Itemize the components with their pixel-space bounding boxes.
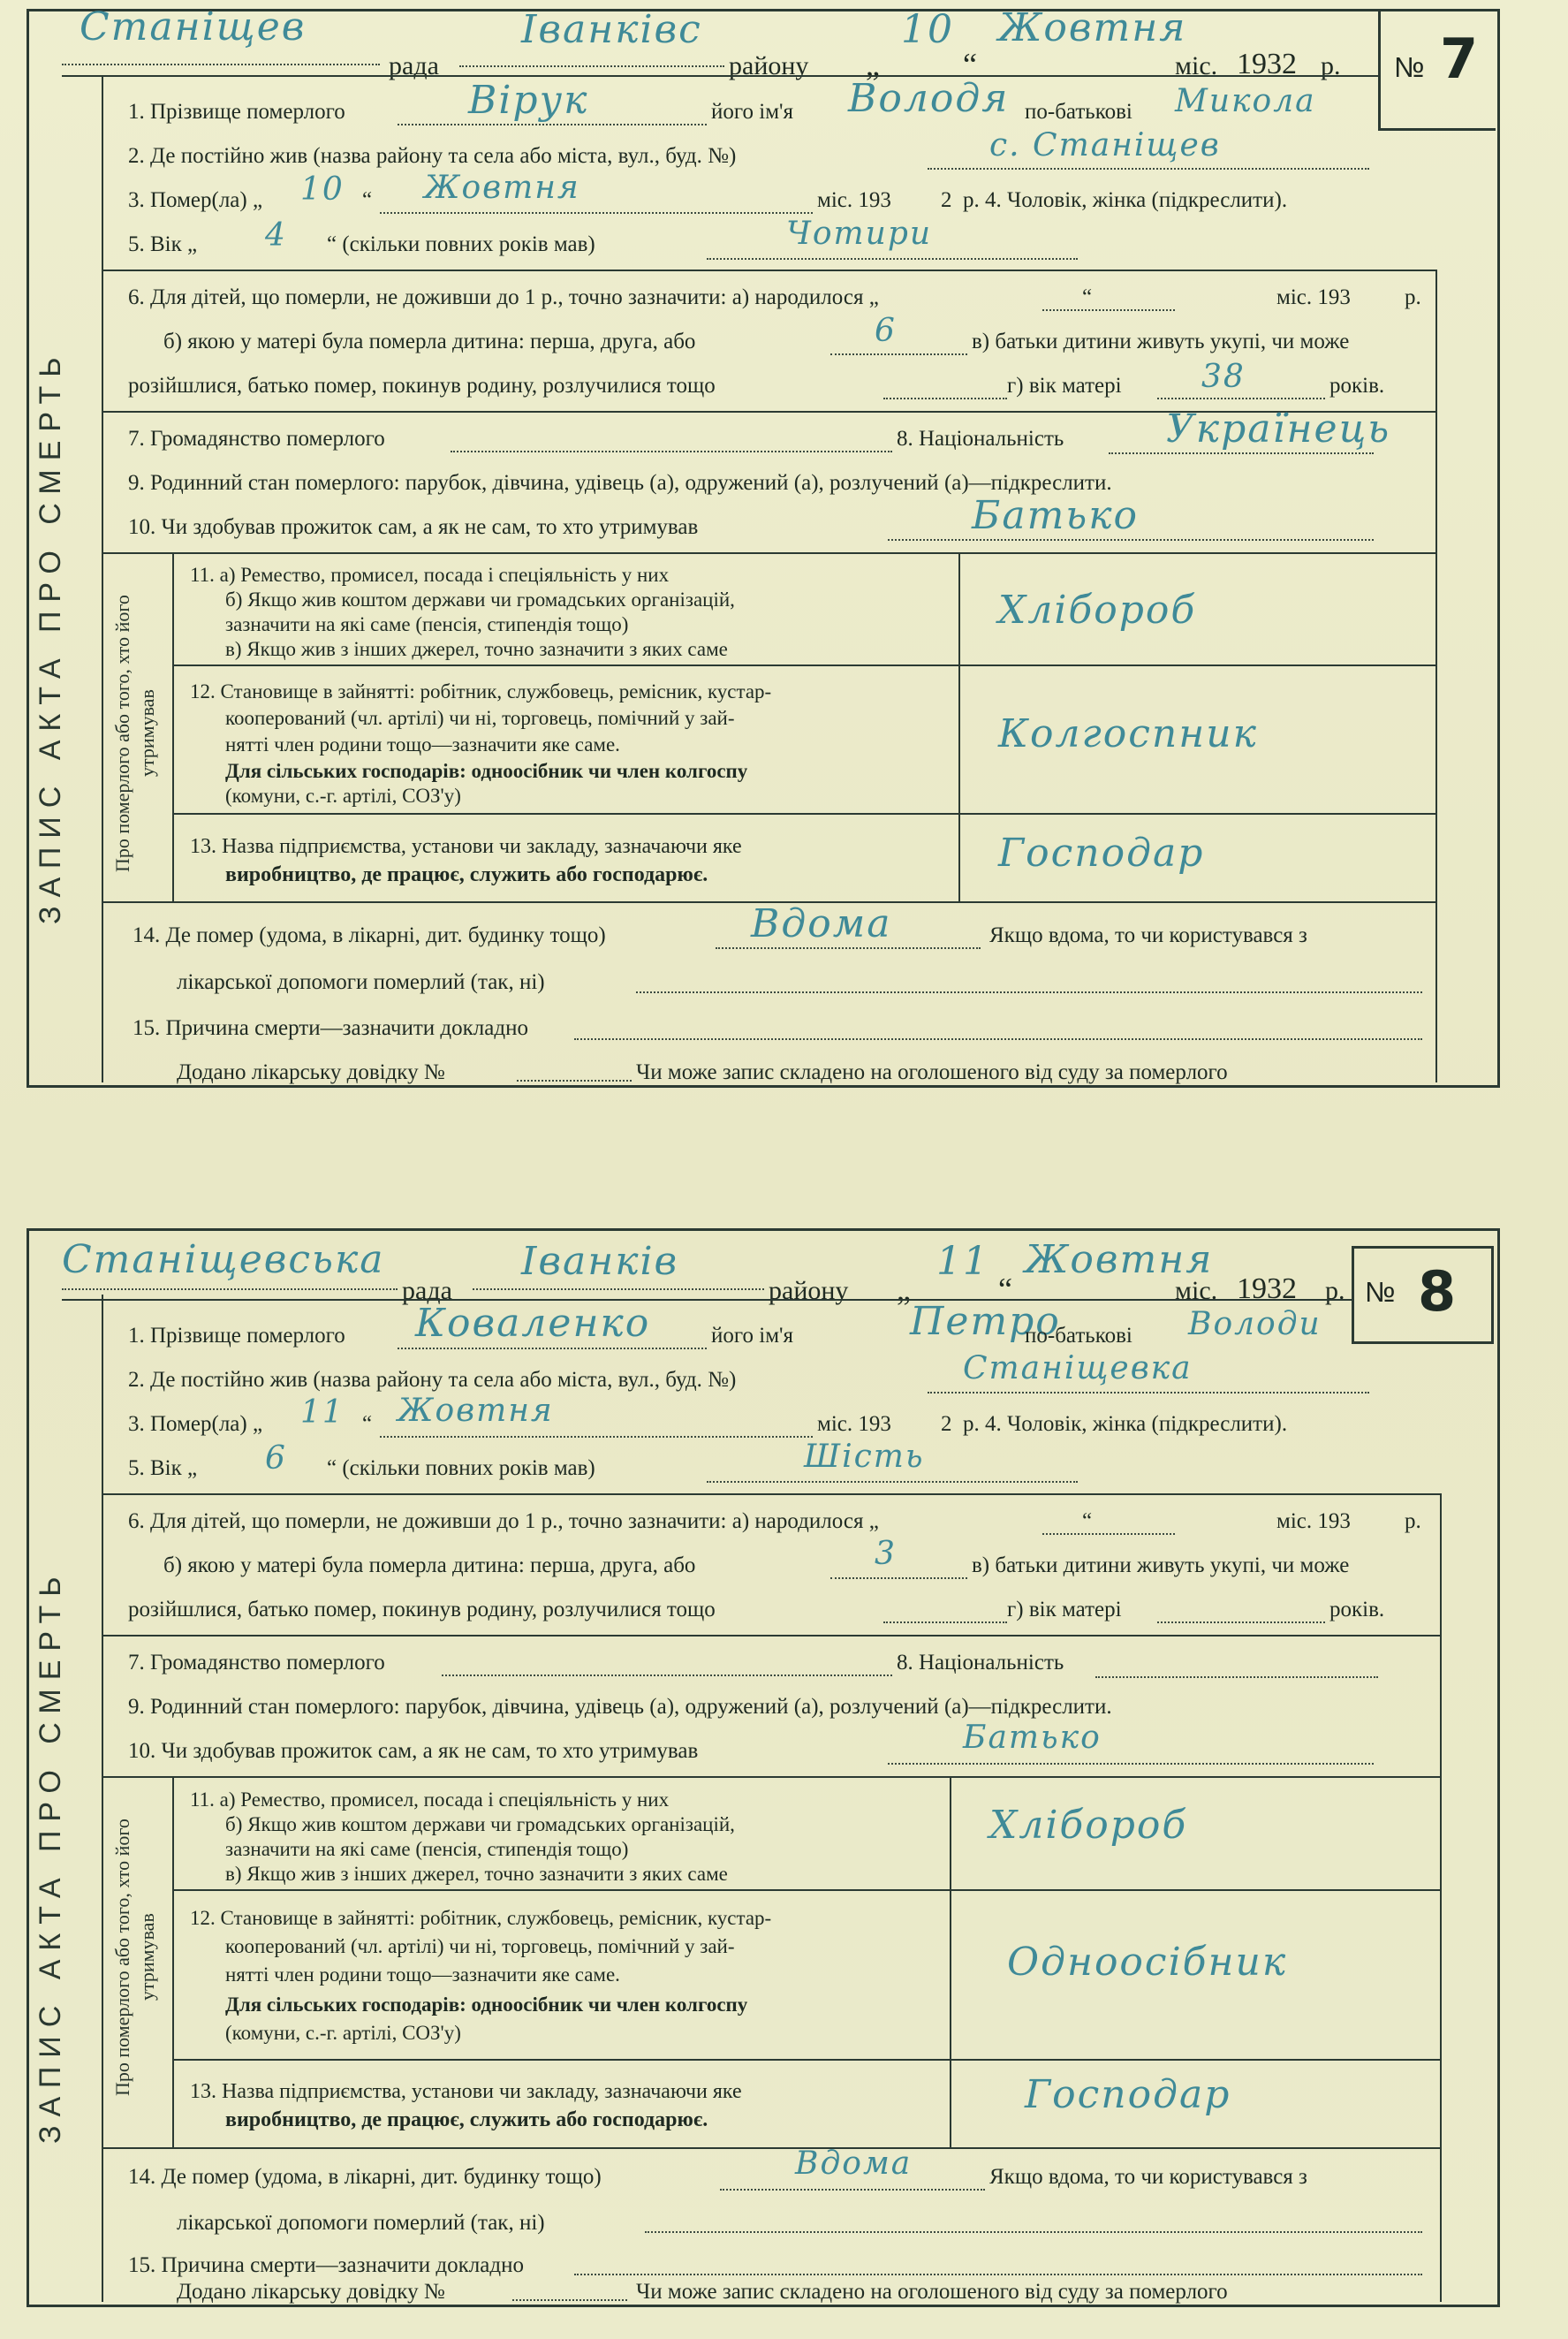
- table-rule: [172, 552, 174, 901]
- row11-l1: 11. а) Ремество, промисел, посада і спеціяльність у них: [190, 564, 670, 586]
- row6c-label: розійшлися, батько помер, покинув родину, розлучилися тощо: [128, 374, 716, 398]
- dotline: [888, 539, 1374, 541]
- dotline: [883, 398, 1007, 399]
- row12-l1: 12. Становище в зайнятті: робітник, службовець, ремісник, кустар-: [190, 1907, 772, 1929]
- workplace-value: Господар: [1025, 2072, 1231, 2117]
- row1-name-label: його ім'я: [711, 100, 794, 124]
- name-value: Володя: [848, 76, 1010, 121]
- row6a-quote: “: [1082, 285, 1093, 309]
- row3-sex-label: р. 4. Чоловік, жінка (підкреслити).: [963, 1412, 1288, 1436]
- row6a-quote: “: [1082, 1509, 1093, 1533]
- row12-l3: нятті член родини тощо—зазначити яке саме.: [225, 733, 620, 756]
- table-rule: [172, 813, 1435, 815]
- death-month-value: Жовтня: [398, 1393, 554, 1429]
- row6c-mother-label: г) вік матері: [1007, 1598, 1122, 1621]
- row6c-years: років.: [1329, 374, 1385, 398]
- dotline: [512, 2299, 627, 2301]
- row12-l3: нятті член родини тощо—зазначити яке саме.: [225, 1963, 620, 1986]
- vertical-title: ЗАПИС АКТА ПРО СМЕРТЬ: [34, 1568, 67, 2144]
- row1-name-label: його ім'я: [711, 1324, 794, 1348]
- row6a-r: р.: [1405, 285, 1421, 309]
- row13-l1: 13. Назва підприємства, установи чи закладу, зазначаючи яке: [190, 2080, 742, 2103]
- r-label: р.: [1321, 51, 1341, 80]
- death-record-form-1: [27, 4, 1497, 1087]
- section-rule: [102, 1635, 1440, 1637]
- row10-label: 10. Чи здобував прожиток сам, а як не сам, то хто утримував: [128, 515, 699, 539]
- district-name: Іванків: [521, 1239, 679, 1284]
- dotline: [517, 1080, 632, 1082]
- row15-label: 15. Причина смерти—зазначити докладно: [128, 2253, 524, 2277]
- row6c-years: років.: [1329, 1598, 1385, 1621]
- death-place-value: Вдома: [751, 901, 892, 946]
- row6a-label: 6. Для дітей, що померли, не доживши до 1 р., точно зазначити: а) народилося „: [128, 285, 879, 309]
- death-year-digit: 2: [941, 188, 952, 212]
- patronymic-value: Микола: [1175, 83, 1316, 119]
- dotline: [928, 168, 1369, 170]
- row1-patronymic-label: по-батькові: [1025, 100, 1132, 124]
- table-rule: [950, 1776, 951, 2147]
- row6b-parents-label: в) батьки дитини живуть укупі, чи може: [972, 330, 1350, 353]
- supporter-value: Батько: [963, 1720, 1102, 1756]
- header-year: 1932: [1237, 1272, 1297, 1305]
- child-order-value: 3: [875, 1536, 897, 1572]
- age-value: 4: [265, 217, 287, 254]
- dotline: [1157, 1621, 1325, 1623]
- dotline: [62, 64, 380, 65]
- residence-value: с. Станіщев: [989, 127, 1221, 163]
- row3-mis: міс. 193: [817, 1412, 891, 1436]
- dotline: [1109, 452, 1374, 454]
- margin-rule: [102, 75, 103, 1082]
- dotline: [636, 991, 1422, 993]
- row2-label: 2. Де постійно жив (назва району та села або міста, вул., буд. №): [128, 1368, 737, 1392]
- rada-label: рада: [402, 1276, 452, 1305]
- section-rule: [102, 2147, 1440, 2149]
- header-month: Жовтня: [998, 5, 1187, 50]
- dotline: [707, 258, 1078, 260]
- number-label: №: [1365, 1276, 1396, 1308]
- header-day: 10: [901, 7, 954, 52]
- row7-label: 7. Громадянство померлого: [128, 1651, 385, 1675]
- mother-age-value: 38: [1201, 359, 1246, 395]
- row3-quote: “: [362, 1412, 373, 1436]
- table-rule: [172, 1889, 1440, 1891]
- header-month: Жовтня: [1025, 1237, 1214, 1282]
- row8-label: 8. Національність: [897, 1651, 1064, 1675]
- surname-value: Вірук: [468, 78, 589, 123]
- row11-l3: зазначити на які саме (пенсія, стипендія тощо): [225, 613, 629, 635]
- row3-sex-label: р. 4. Чоловік, жінка (підкреслити).: [963, 188, 1288, 212]
- date-close-quote: “: [963, 47, 977, 82]
- row13-l2: виробництво, де працює, служить або господарює.: [225, 863, 708, 886]
- dotline: [459, 65, 724, 67]
- row3-quote: “: [362, 188, 373, 212]
- row9-label: 9. Родинний стан померлого: парубок, дівчина, удівець (а), одружений (а), розлучений (а)—підкреслити.: [128, 471, 1112, 495]
- row15-label: 15. Причина смерти—зазначити докладно: [133, 1016, 528, 1040]
- record-number: 8: [1418, 1259, 1457, 1324]
- row10-label: 10. Чи здобував прожиток сам, а як не сам, то хто утримував: [128, 1739, 699, 1763]
- row12-l2: кооперований (чл. артілі) чи ні, торговець, помічний у зай-: [225, 1935, 735, 1957]
- raion-label: району: [769, 1276, 849, 1305]
- mis-label: міс.: [1175, 51, 1218, 80]
- dotline: [380, 1436, 813, 1438]
- dotline: [830, 353, 967, 355]
- date-open-quote: „: [866, 47, 880, 82]
- number-label: №: [1394, 51, 1425, 83]
- row12-l5: (комуни, с.-г. артілі, СОЗ'у): [225, 2022, 461, 2044]
- row14-label: 14. Де помер (удома, в лікарні, дит. будинку тощо): [128, 2165, 602, 2189]
- r-label: р.: [1325, 1276, 1345, 1305]
- residence-value: Станіщевка: [963, 1350, 1193, 1386]
- name-value: Петро: [910, 1299, 1061, 1344]
- dotline: [380, 212, 813, 214]
- dotline: [473, 1288, 764, 1290]
- death-year-digit: 2: [941, 1412, 952, 1436]
- row6a-label: 6. Для дітей, що померли, не доживши до 1 р., точно зазначити: а) народилося „: [128, 1509, 879, 1533]
- vertical-title: ЗАПИС АКТА ПРО СМЕРТЬ: [34, 348, 67, 924]
- table-rule: [958, 552, 960, 901]
- age-words-value: Шість: [804, 1439, 925, 1475]
- row1-label: 1. Прізвище померлого: [128, 100, 345, 124]
- row14-home-label: Якщо вдома, то чи користувався з: [989, 2165, 1307, 2189]
- child-order-value: 6: [875, 313, 897, 349]
- header-rule: [62, 75, 1378, 77]
- dotline: [398, 1348, 707, 1349]
- row1-label: 1. Прізвище померлого: [128, 1324, 345, 1348]
- header-year: 1932: [1237, 48, 1297, 80]
- dotline: [707, 1481, 1078, 1483]
- dotline: [720, 2189, 985, 2191]
- date-open-quote: „: [897, 1272, 911, 1307]
- row6b-parents-label: в) батьки дитини живуть укупі, чи може: [972, 1553, 1350, 1577]
- row6a-mis: міс. 193: [1276, 285, 1351, 309]
- row13-l1: 13. Назва підприємства, установи чи закладу, зазначаючи яке: [190, 835, 742, 858]
- section-rule: [102, 270, 1435, 271]
- dotline: [442, 1675, 892, 1676]
- right-rule: [1435, 270, 1437, 1082]
- mis-label: міс.: [1175, 1276, 1218, 1305]
- row8-label: 8. Національність: [897, 427, 1064, 451]
- dotline: [716, 947, 981, 949]
- death-day-value: 11: [300, 1394, 345, 1431]
- row5-hint: “ (скільки повних років мав): [327, 1456, 595, 1480]
- death-place-value: Вдома: [795, 2145, 913, 2182]
- dotline: [1157, 398, 1325, 399]
- death-day-value: 10: [300, 171, 345, 208]
- district-name: Іванківс: [521, 7, 702, 52]
- row12-l5: (комуни, с.-г. артілі, СОЗ'у): [225, 785, 461, 807]
- table-rule: [172, 2059, 1440, 2061]
- date-close-quote: “: [998, 1272, 1012, 1307]
- row16-label: Додано лікарську довідку №: [177, 2280, 445, 2304]
- dotline: [574, 2274, 1422, 2275]
- row14-medical-label: лікарської допомоги померлий (так, ні): [177, 970, 545, 994]
- row11-l1: 11. а) Ремество, промисел, посада і спеціяльність у них: [190, 1788, 670, 1811]
- row12-l4: Для сільських господарів: одноосібник чи член колгоспу: [225, 760, 748, 782]
- row5-label: 5. Вік „: [128, 232, 198, 256]
- row3-label: 3. Помер(ла) „: [128, 1412, 263, 1436]
- supporter-value: Батько: [972, 493, 1140, 538]
- row12-l1: 12. Становище в зайнятті: робітник, службовець, ремісник, кустар-: [190, 680, 772, 702]
- dotline: [451, 451, 892, 452]
- dotline: [1042, 1533, 1175, 1535]
- row12-l4: Для сільських господарів: одноосібник чи член колгоспу: [225, 1993, 748, 2016]
- row6a-mis: міс. 193: [1276, 1509, 1351, 1533]
- row13-l2: виробництво, де працює, служить або господарює.: [225, 2108, 708, 2131]
- row6c-mother-label: г) вік матері: [1007, 374, 1122, 398]
- occupation-value: Хлібороб: [998, 588, 1197, 633]
- employment-status-value: Колгоспник: [998, 711, 1258, 756]
- row11-l4: в) Якщо жив з інших джерел, точно зазначити з яких саме: [225, 1863, 728, 1885]
- dotline: [883, 1621, 1007, 1623]
- row6c-label: розійшлися, батько помер, покинув родину, розлучилися тощо: [128, 1598, 716, 1621]
- header-rule: [62, 1299, 1352, 1301]
- row1-patronymic-label: по-батькові: [1025, 1324, 1132, 1348]
- row6b-label: б) якою у матері була померла дитина: перша, друга, або: [163, 1553, 696, 1577]
- row5-label: 5. Вік „: [128, 1456, 198, 1480]
- record-number: 7: [1440, 27, 1479, 91]
- row3-mis: міс. 193: [817, 188, 891, 212]
- section-rule: [102, 1776, 1440, 1778]
- row11-l2: б) Якщо жив коштом держави чи громадських організацій,: [225, 589, 735, 611]
- row16-court-label: Чи може запис складено на оголошеного від суду за померлого: [636, 1060, 1228, 1084]
- section-rule: [102, 552, 1435, 554]
- row11-l3: зазначити на які саме (пенсія, стипендія тощо): [225, 1838, 629, 1860]
- dotline: [928, 1392, 1369, 1394]
- row16-label: Додано лікарську довідку №: [177, 1060, 445, 1084]
- row12-l2: кооперований (чл. артілі) чи ні, торговець, помічний у зай-: [225, 707, 735, 729]
- row14-home-label: Якщо вдома, то чи користувався з: [989, 923, 1307, 947]
- header-day: 11: [936, 1239, 989, 1284]
- row11-l2: б) Якщо жив коштом держави чи громадських організацій,: [225, 1813, 735, 1835]
- dotline: [62, 1288, 398, 1290]
- table-rule: [172, 664, 1435, 666]
- section-rule: [102, 1493, 1440, 1495]
- dotline: [830, 1577, 967, 1579]
- right-rule: [1440, 1493, 1442, 2302]
- nationality-value: Українець: [1166, 406, 1391, 452]
- death-month-value: Жовтня: [424, 170, 580, 206]
- dotline: [888, 1763, 1374, 1765]
- row9-label: 9. Родинний стан померлого: парубок, дівчина, удівець (а), одружений (а), розлучений (а)—підкреслити.: [128, 1695, 1112, 1719]
- surname-value: Коваленко: [415, 1301, 651, 1346]
- employment-status-value: Одноосібник: [1007, 1940, 1288, 1985]
- table-rule: [172, 1776, 174, 2147]
- council-name: Станіщевська: [62, 1237, 385, 1282]
- occupation-value: Хлібороб: [989, 1803, 1188, 1848]
- row14-medical-label: лікарської допомоги померлий (так, ні): [177, 2211, 545, 2235]
- age-words-value: Чотири: [786, 216, 933, 252]
- age-value: 6: [265, 1440, 287, 1477]
- row5-hint: “ (скільки повних років мав): [327, 232, 595, 256]
- margin-rule: [102, 1295, 103, 2302]
- row7-label: 7. Громадянство померлого: [128, 427, 385, 451]
- council-name: Станіщев: [80, 4, 307, 49]
- side-label: Про померлого або того, хто його утримував: [111, 1819, 158, 2096]
- raion-label: району: [729, 51, 809, 80]
- dotline: [574, 1038, 1422, 1040]
- dotline: [398, 124, 707, 125]
- row3-label: 3. Помер(ла) „: [128, 188, 263, 212]
- workplace-value: Господар: [998, 831, 1205, 876]
- side-label: Про померлого або того, хто його утримував: [111, 595, 158, 872]
- row16-court-label: Чи може запис складено на оголошеного від суду за померлого: [636, 2280, 1228, 2304]
- rada-label: рада: [389, 51, 439, 80]
- row6b-label: б) якою у матері була померла дитина: перша, друга, або: [163, 330, 696, 353]
- patronymic-value: Володи: [1188, 1306, 1322, 1342]
- dotline: [645, 2231, 1422, 2233]
- row11-l4: в) Якщо жив з інших джерел, точно зазначити з яких саме: [225, 638, 728, 660]
- row6a-r: р.: [1405, 1509, 1421, 1533]
- death-record-form-2: [27, 1228, 1497, 2306]
- dotline: [1095, 1676, 1378, 1678]
- row2-label: 2. Де постійно жив (назва району та села або міста, вул., буд. №): [128, 144, 737, 168]
- dotline: [1042, 309, 1175, 311]
- row14-label: 14. Де помер (удома, в лікарні, дит. будинку тощо): [133, 923, 606, 947]
